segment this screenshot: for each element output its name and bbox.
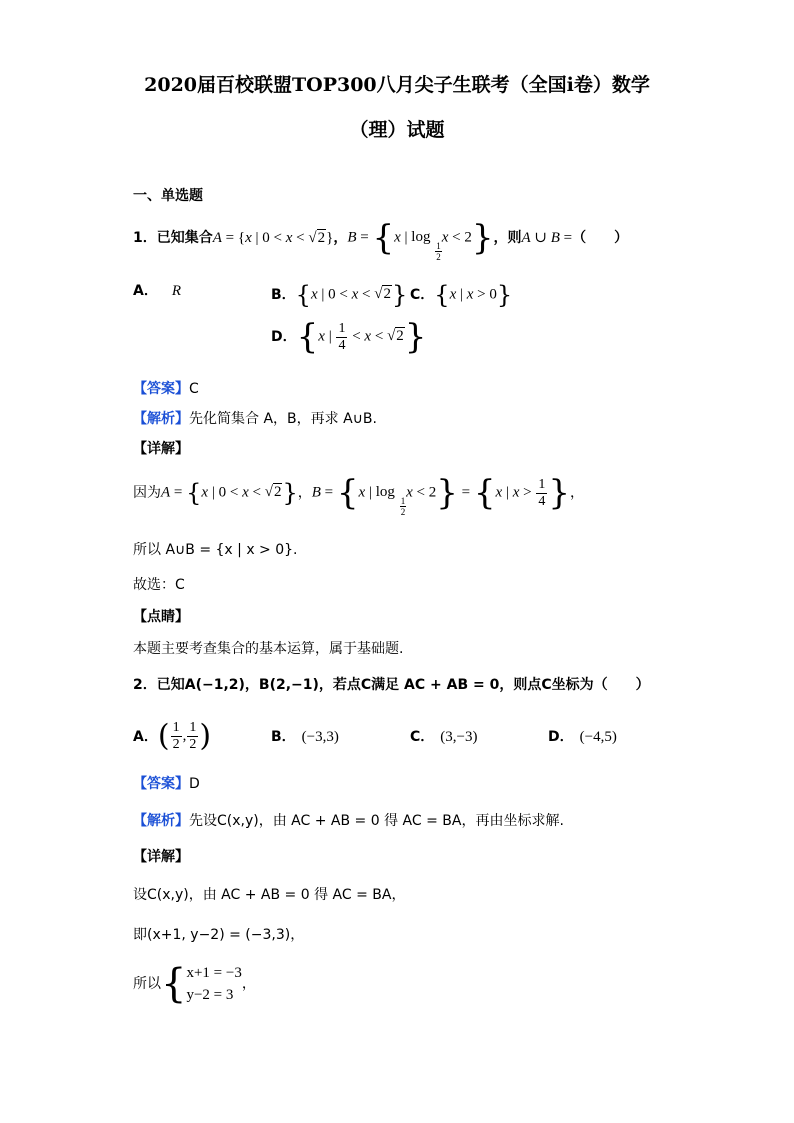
- question-2-option-b: B． (−3,3): [271, 729, 339, 745]
- document-title-line2: （理）试题: [349, 119, 445, 141]
- question-1-detail-line2: 所以 A∪B = {x | x > 0}.: [133, 542, 298, 558]
- question-1-detail-heading: 【详解】: [133, 441, 189, 457]
- question-2-option-d: D． (−4,5): [548, 729, 617, 745]
- question-1-option-c: C． {x | x > 0}: [410, 281, 513, 309]
- system-equation-1: x+1 = −3: [186, 965, 242, 981]
- question-2-detail-line1: 设C(x,y)，由 AC + AB = 0 得 AC = BA，: [133, 887, 406, 903]
- question-1-number: 1．: [133, 230, 157, 246]
- question-2-detail-line2: 即(x+1, y−2) = (−3,3)，: [133, 927, 305, 943]
- question-1-option-d: D． {x | $\frac{1}{4}$ < x < √2}: [271, 317, 427, 357]
- question-2-analysis: 【解析】先设C(x,y)，由 AC + AB = 0 得 AC = BA，再由坐标求解.: [133, 813, 564, 829]
- question-1-option-a: A． R: [133, 283, 182, 299]
- question-1-answer: 【答案】C: [133, 381, 199, 397]
- document-title-line1: 2020届百校联盟TOP300八月尖子生联考（全国i卷）数学: [144, 74, 650, 96]
- question-2-detail-heading: 【详解】: [133, 849, 189, 865]
- question-1-choice: 故选：C: [133, 577, 185, 593]
- question-1-option-b: B． {x | 0 < x < √2}: [271, 281, 408, 309]
- question-1-set-a: A = {x | 0 < x < √2}: [212, 230, 334, 246]
- question-2-option-c: C． (3,−3): [410, 729, 478, 745]
- equation-system: [186, 962, 241, 1006]
- question-1-analysis: 【解析】先化简集合 A，B，再求 A∪B.: [133, 411, 377, 427]
- question-1-comment-heading: 【点睛】: [133, 609, 189, 625]
- question-1-lead: 已知集合: [156, 230, 213, 246]
- system-equation-2: y−2 = 3: [186, 987, 234, 1003]
- question-2-detail-line3: 所以 { x+1 = −3 y−2 = 3 ，: [133, 961, 256, 1007]
- question-2-stem: 2．已知A(−1,2)，B(2,−1)，若点C满足 AC + AB = 0，则点C坐标为（ ）: [133, 677, 650, 693]
- question-1-stem: 1． 已知集合 A = {x | 0 < x < √2} ， B = {x | log 1 2 x < 2} ，则 A ∪ B = （ ）: [133, 218, 629, 263]
- question-2-answer: 【答案】D: [133, 776, 200, 792]
- question-1-detail-line1: 因为 A = {x | 0 < x < √2} ， B = {x | log 1 2 x < 2} = {x | x > $\frac{1}{4}$ } ，: [133, 473, 584, 518]
- question-1-comment: 本题主要考查集合的基本运算，属于基础题.: [133, 641, 404, 657]
- question-2-option-a: A． ( $\frac{1}{2}$ , $\frac{1}{2}$ ): [133, 718, 212, 754]
- system-brace: {: [161, 961, 187, 1007]
- question-1-set-b: B = {x | log 1 2 x < 2}: [347, 218, 494, 263]
- section-heading: 一、单选题: [133, 188, 203, 204]
